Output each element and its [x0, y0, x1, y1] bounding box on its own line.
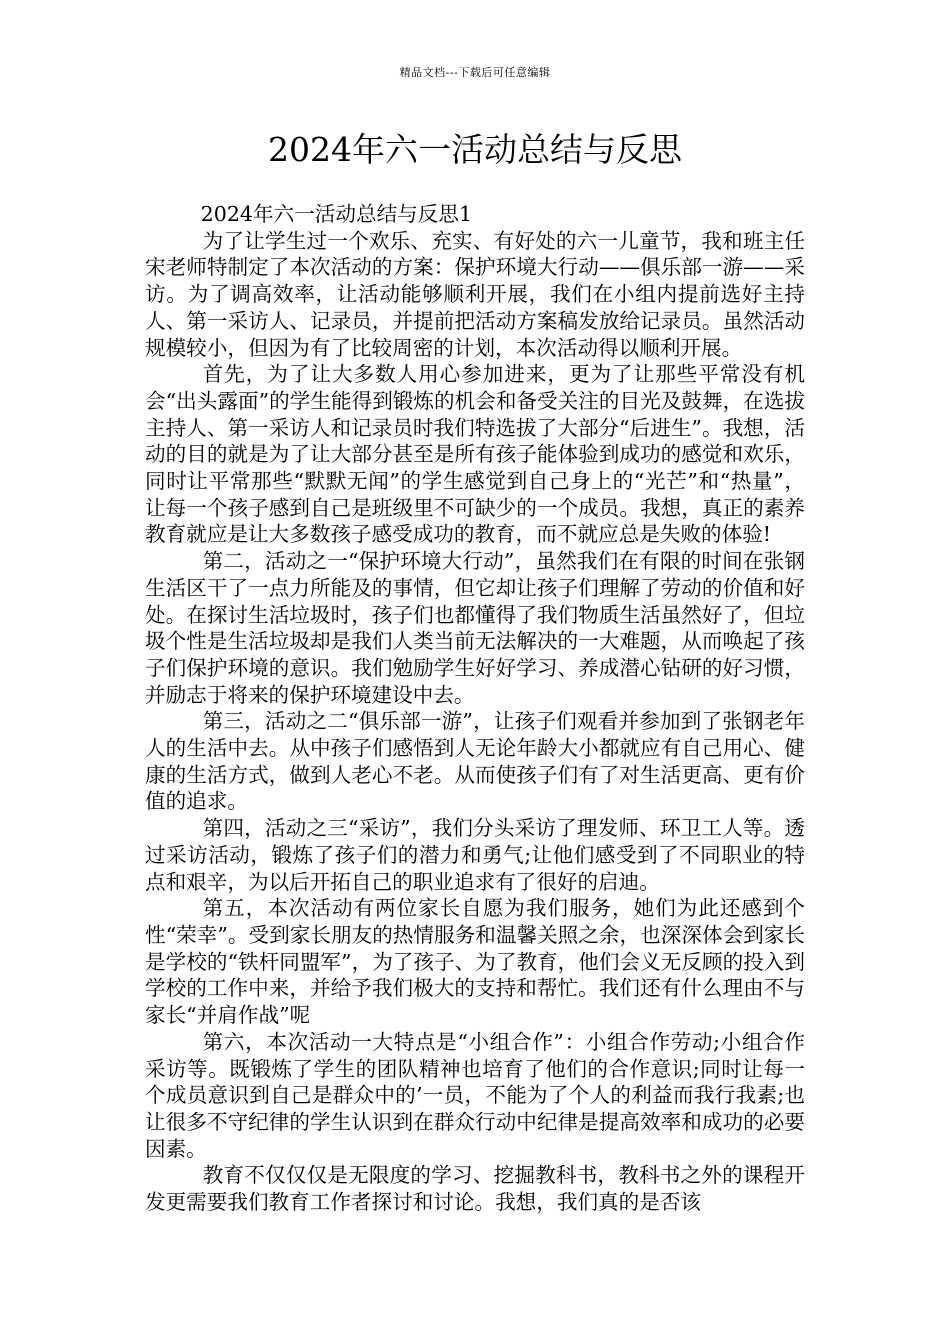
paragraph: 第二，活动之一“保护环境大行动”，虽然我们在有限的时间在张钢生活区干了一点力所能及的事情，但它却让孩子们理解了劳动的价值和好处。在探讨生活垃圾时，孩子们也都懂得了我们物质生活虽然好了，但垃圾个性是生活垃圾却是我们人类当前无法解决的一大难题，从而唤起了孩子们保护环境的意识。我们勉励学生好好学习、养成潜心钻研的好习惯，并励志于将来的保护环境建设中去。: [145, 549, 805, 707]
paragraph: 首先，为了让大多数人用心参加进来，更为了让那些平常没有机会“出头露面”的学生能得到锻炼的机会和备受关注的目光及鼓舞，在选拔主持人、第一采访人和记录员时我们特选拔了大部分“后进生”。我想，活动的目的就是为了让大部分甚至是所有孩子能体验到成功的感觉和欢乐，同时让平常那些“默默无闻”的学生感觉到自己身上的“光芒”和“热量”，让每一个孩子感到自己是班级里不可缺少的一个成员。我想，真正的素养教育就应是让大多数孩子感受成功的教育，而不就应总是失败的体验!: [145, 362, 805, 547]
paragraph: 第四，活动之三“采访”，我们分头采访了理发师、环卫工人等。透过采访活动，锻炼了孩子们的潜力和勇气;让他们感受到了不同职业的特点和艰辛，为以后开拓自己的职业追求有了很好的启迪。: [145, 816, 805, 894]
section-subtitle: 2024年六一活动总结与反思1: [200, 202, 473, 226]
document-body: [145, 201, 805, 1216]
paragraph: 教育不仅仅仅是无限度的学习、挖掘教科书，教科书之外的课程开发更需要我们教育工作者探讨和讨论。我想，我们真的是否该: [145, 1163, 805, 1215]
paragraph: 第五，本次活动有两位家长自愿为我们服务，她们为此还感到个性“荣幸”。受到家长朋友的热情服务和温馨关照之余，也深深体会到家长是学校的“铁杆同盟军”，为了孩子、为了教育，他们会义无反顾的投入到学校的工作中来，并给予我们极大的支持和帮忙。我们还有什么理由不与家长“并肩作战”呢: [145, 896, 805, 1028]
page-header-note: 精品文档---下载后可任意编辑: [399, 66, 551, 79]
paragraph: 第三，活动之二“俱乐部一游”，让孩子们观看并参加到了张钢老年人的生活中去。从中孩子们感悟到人无论年龄大小都就应有自己用心、健康的生活方式，做到人老心不老。从而使孩子们有了对生活更高、更有价值的追求。: [145, 709, 805, 814]
document-title: 2024年六一活动总结与反思: [268, 130, 682, 169]
paragraph: 为了让学生过一个欢乐、充实、有好处的六一儿童节，我和班主任宋老师特制定了本次活动的方案：保护环境大行动——俱乐部一游——采访。为了调高效率，让活动能够顺利开展，我们在小组内提前选好主持人、第一采访人、记录员，并提前把活动方案稿发放给记录员。虽然活动规模较小，但因为有了比较周密的计划，本次活动得以顺利开展。: [145, 228, 805, 360]
paragraph: 第六，本次活动一大特点是“小组合作”：小组合作劳动;小组合作采访等。既锻炼了学生的团队精神也培育了他们的合作意识;同时让每一个成员意识到自己是群众中的’一员，不能为了个人的利益而我行我素;也让很多不守纪律的学生认识到在群众行动中纪律是提高效率和成功的必要因素。: [145, 1029, 805, 1161]
